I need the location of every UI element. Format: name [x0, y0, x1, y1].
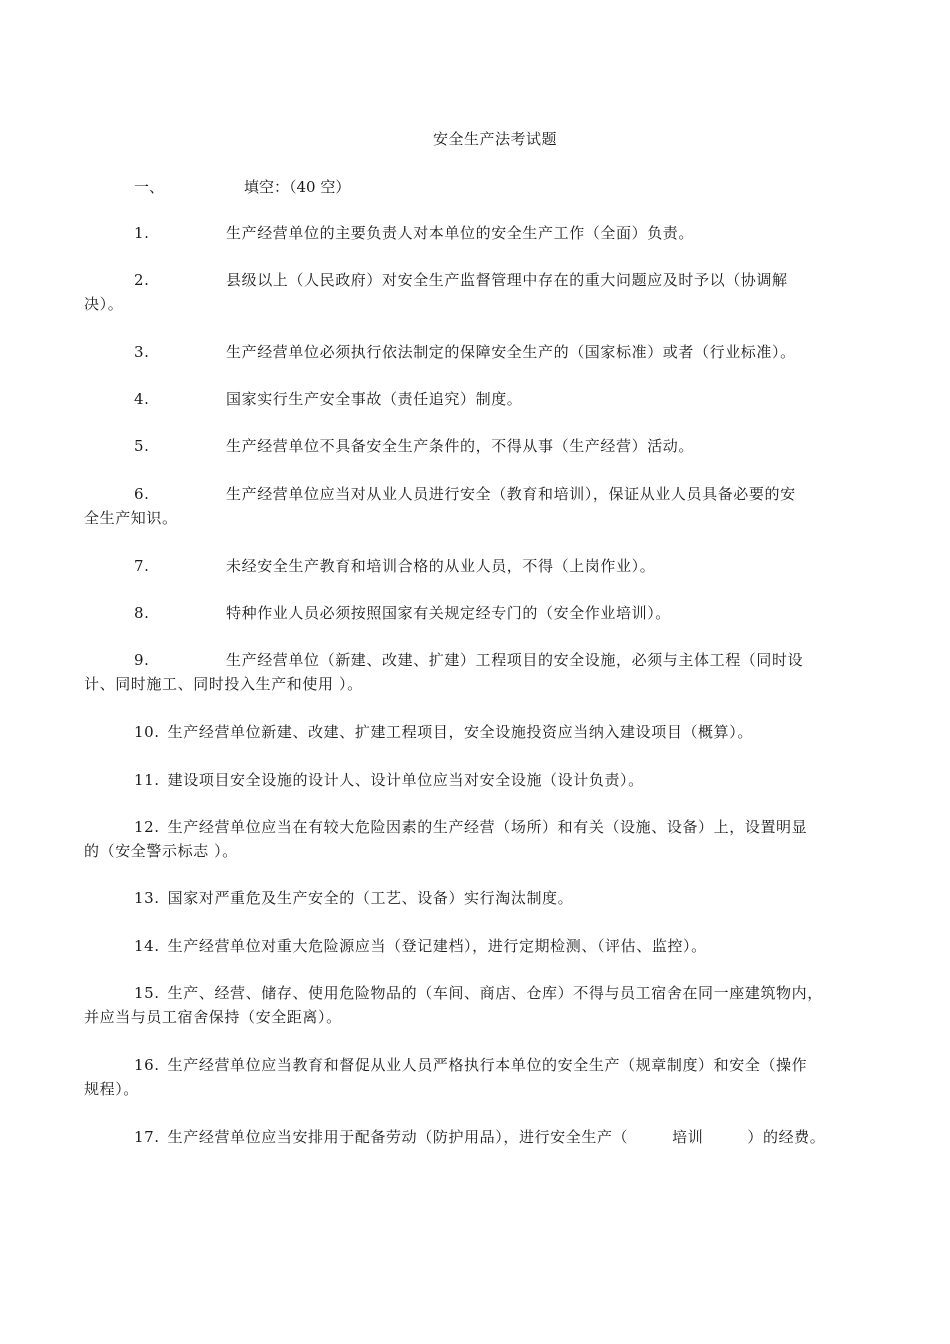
- question-number: 16.: [134, 1056, 160, 1074]
- question-item: [84, 815, 864, 863]
- question-number: 3.: [134, 343, 150, 361]
- question-item: [84, 221, 864, 245]
- question-number: 14.: [134, 937, 160, 955]
- question-item: [84, 720, 864, 744]
- question-item: [84, 1053, 864, 1101]
- question-text-continued: 并应当与员工宿舍保持（安全距离）。: [84, 1008, 342, 1026]
- question-text-continued: 计、同时施工、同时投入生产和使用 ）。: [84, 675, 363, 693]
- question-text: 生产经营单位不具备安全生产条件的，不得从事（生产经营）活动。: [226, 437, 695, 455]
- question-item: [84, 886, 864, 910]
- question-item: [84, 387, 864, 411]
- question-text: 生产经营单位必须执行依法制定的保障安全生产的（国家标准）或者（行业标准）。: [226, 343, 796, 361]
- question-number: 2.: [134, 271, 150, 289]
- section-number: 一、: [134, 178, 165, 196]
- question-item: [84, 482, 864, 530]
- question-number: 12.: [134, 818, 160, 836]
- question-text: 建设项目安全设施的设计人、设计单位应当对安全设施（设计负责）。: [167, 771, 644, 789]
- question-item: [84, 768, 864, 792]
- question-text: 生产经营单位新建、改建、扩建工程项目，安全设施投资应当纳入建设项目（概算）。: [167, 723, 753, 741]
- question-number: 11.: [134, 771, 160, 789]
- question-number: 7.: [134, 557, 150, 575]
- question-item: [84, 934, 864, 958]
- question-text: 未经安全生产教育和培训合格的从业人员，不得（上岗作业）。: [226, 557, 656, 575]
- section-heading: [134, 176, 854, 197]
- question-number: 6.: [134, 485, 150, 503]
- question-text: 生产经营单位应当安排用于配备劳动（防护用品），进行安全生产（: [167, 1128, 629, 1146]
- question-number: 13.: [134, 889, 160, 907]
- question-text: 生产经营单位的主要负责人对本单位的安全生产工作（全面）负责。: [226, 224, 695, 242]
- question-item: [84, 434, 864, 458]
- section-label: 填空：（40 空）: [244, 178, 351, 196]
- question-number: 1.: [134, 224, 150, 242]
- question-text: 生产经营单位应当在有较大危险因素的生产经营（场所）和有关（设施、设备）上，设置明显: [167, 818, 808, 836]
- question-text: 生产经营单位对重大危险源应当（登记建档），进行定期检测、（评估、监控）。: [167, 937, 707, 955]
- question-item: [84, 340, 864, 364]
- question-text: 国家对严重危及生产安全的（工艺、设备）实行淘汰制度。: [167, 889, 574, 907]
- question-text: 特种作业人员必须按照国家有关规定经专门的（安全作业培训）。: [226, 604, 671, 622]
- question-text: 生产经营单位应当对从业人员进行安全（教育和培训），保证从业人员具备必要的安: [226, 485, 796, 503]
- question-answer-blank: 培训: [672, 1128, 704, 1146]
- question-item: [84, 601, 864, 625]
- question-number: 4.: [134, 390, 150, 408]
- question-text-end: ）的经费。: [747, 1128, 826, 1146]
- question-text-continued: 规程）。: [84, 1080, 139, 1098]
- question-number: 15.: [134, 984, 160, 1002]
- question-text-continued: 的（安全警示标志 ）。: [84, 842, 238, 860]
- question-item: [84, 981, 864, 1029]
- question-text: 县级以上（人民政府）对安全生产监督管理中存在的重大问题应及时予以（协调解: [226, 271, 788, 289]
- question-item: [84, 554, 864, 578]
- question-number: 5.: [134, 437, 150, 455]
- question-item: [84, 648, 864, 696]
- page-title: 安全生产法考试题: [432, 130, 557, 148]
- question-number: 10.: [134, 723, 160, 741]
- question-text: 国家实行生产安全事故（责任追究）制度。: [226, 390, 523, 408]
- question-text: 生产、经营、储存、使用危险物品的（车间、商店、仓库）不得与员工宿舍在同一座建筑物内，: [167, 984, 823, 1002]
- question-number: 8.: [134, 604, 150, 622]
- question-text: 生产经营单位（新建、改建、扩建）工程项目的安全设施，必须与主体工程（同时设: [226, 651, 804, 669]
- question-text: 生产经营单位应当教育和督促从业人员严格执行本单位的安全生产（规章制度）和安全（操作: [167, 1056, 808, 1074]
- question-item: [84, 1125, 864, 1149]
- question-item: [84, 268, 864, 316]
- question-text-continued: 决）。: [84, 295, 124, 313]
- question-text-continued: 全生产知识。: [84, 509, 178, 527]
- question-number: 9.: [134, 651, 150, 669]
- question-number: 17.: [134, 1128, 160, 1146]
